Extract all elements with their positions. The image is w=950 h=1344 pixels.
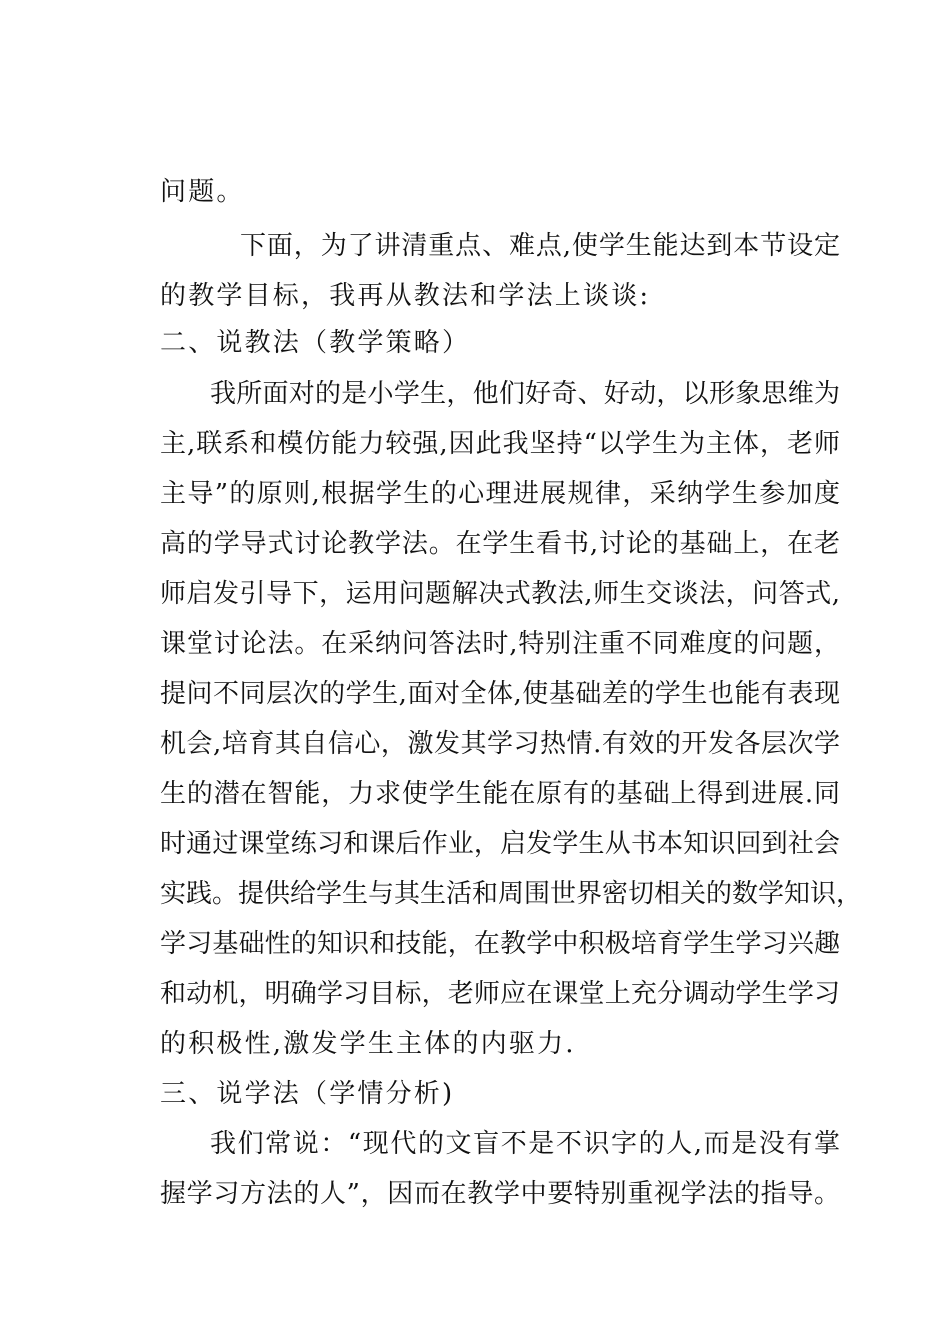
text-line-15: 实践。提供给学生与其生活和周围世界密切相关的数学知识， (160, 879, 863, 909)
text-line-18: 的积极性,激发学生主体的内驱力. (160, 1029, 576, 1059)
text-line-16: 学习基础性的知识和技能，在教学中积极培育学生学习兴趣 (160, 929, 840, 959)
text-line-21: 握学习方法的人”，因而在教学中要特别重视学法的指导。 (160, 1179, 840, 1209)
text-line-14: 时通过课堂练习和课后作业，启发学生从书本知识回到社会 (160, 829, 840, 859)
text-line-13: 生的潜在智能，力求使学生能在原有的基础上得到进展.同 (160, 779, 840, 809)
text-line-8: 高的学导式讨论教学法。在学生看书,讨论的基础上，在老 (160, 529, 840, 559)
text-line-2: 下面，为了讲清重点、难点,使学生能达到本节设定 (240, 231, 840, 261)
text-line-7: 主导”的原则,根据学生的心理进展规律，采纳学生参加度 (160, 479, 840, 509)
section-heading-learning-method: 三、说学法（学情分析) (160, 1079, 455, 1109)
text-line-9: 师启发引导下，运用问题解决式教法,师生交谈法，问答式, (160, 579, 840, 609)
text-line-11: 提问不同层次的学生,面对全体,使基础差的学生也能有表现 (160, 679, 840, 709)
text-line-1: 问题。 (160, 177, 245, 207)
text-line-12: 机会,培育其自信心，激发其学习热情.有效的开发各层次学 (160, 729, 840, 759)
text-line-6: 主,联系和模仿能力较强,因此我坚持“以学生为主体，老师 (160, 429, 840, 459)
text-line-3: 的教学目标，我再从教法和学法上谈谈: (160, 281, 651, 311)
text-line-10: 课堂讨论法。在采纳问答法时,特别注重不同难度的问题， (160, 629, 840, 659)
text-line-20: 我们常说：“现代的文盲不是不识字的人,而是没有掌 (210, 1129, 840, 1159)
text-line-5: 我所面对的是小学生，他们好奇、好动，以形象思维为 (210, 379, 840, 409)
text-line-17: 和动机，明确学习目标，老师应在课堂上充分调动学生学习 (160, 979, 840, 1009)
section-heading-teaching-method: 二、说教法（教学策略） (160, 328, 471, 358)
